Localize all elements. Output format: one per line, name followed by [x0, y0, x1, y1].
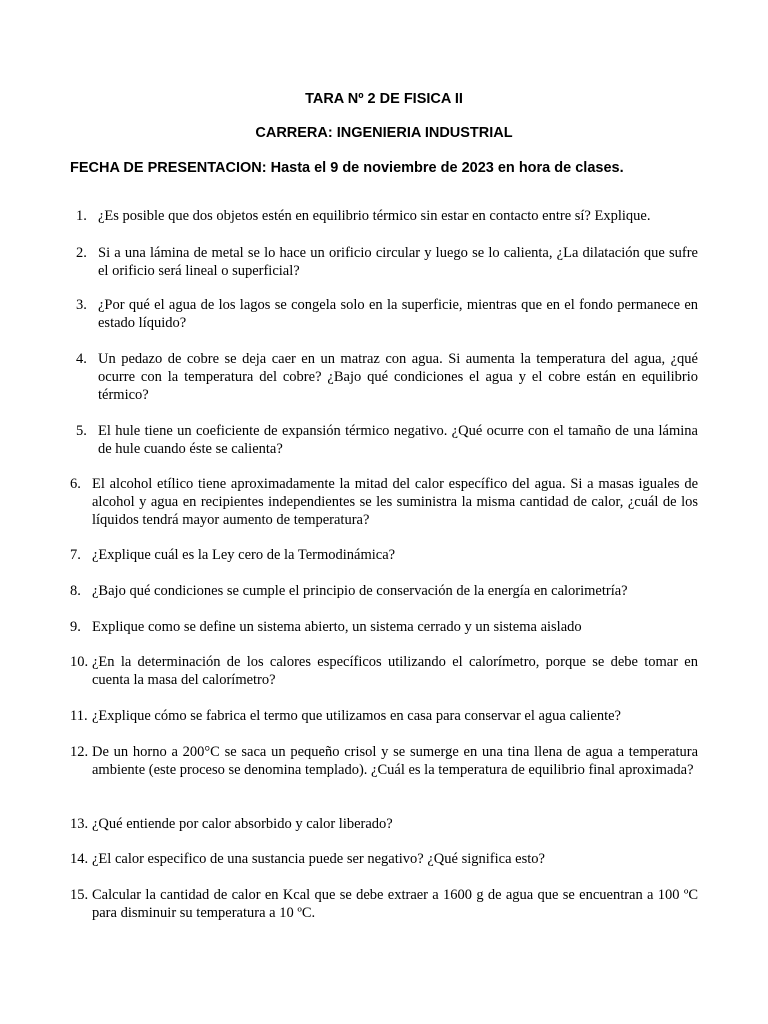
- question-number: 7.: [70, 547, 81, 563]
- question-item: [70, 886, 698, 922]
- question-number: 2.: [76, 245, 87, 261]
- question-item: [70, 475, 698, 529]
- question-text: Calcular la cantidad de calor en Kcal que se debe extraer a 1600 g de agua que se encuentran a 100 ºC para disminuir su temperatura a 10 ºC.: [92, 887, 698, 921]
- question-item: [70, 707, 698, 725]
- question-text: ¿Es posible que dos objetos estén en equilibrio térmico sin estar en contacto entre sí? Explique.: [98, 208, 651, 224]
- question-number: 9.: [70, 619, 81, 635]
- question-number: 11.: [70, 708, 88, 724]
- question-text: ¿Qué entiende por calor absorbido y calor liberado?: [92, 816, 393, 832]
- question-text: El alcohol etílico tiene aproximadamente la mitad del calor específico del agua. Si a masas iguales de alcohol y agua en recipientes independientes se les suministra la misma cantidad de calor, ¿cuál de los líquidos tendrá mayor aumento de temperatura?: [92, 476, 698, 528]
- question-item: [76, 350, 698, 404]
- question-number: 6.: [70, 476, 81, 492]
- question-number: 13.: [70, 816, 89, 832]
- question-item: [70, 743, 698, 779]
- page-title: TARA Nº 2 DE FISICA II: [305, 91, 463, 107]
- question-item: [76, 296, 698, 332]
- question-number: 4.: [76, 351, 87, 367]
- due-date-heading: FECHA DE PRESENTACION: Hasta el 9 de noviembre de 2023 en hora de clases.: [70, 160, 624, 176]
- question-item: [76, 422, 698, 458]
- question-text: ¿Explique cuál es la Ley cero de la Termodinámica?: [92, 547, 396, 563]
- question-text: ¿El calor especifico de una sustancia puede ser negativo? ¿Qué significa esto?: [92, 851, 545, 867]
- question-item: [76, 244, 698, 280]
- question-item: [76, 207, 698, 225]
- question-text: ¿Explique cómo se fabrica el termo que utilizamos en casa para conservar el agua caliente?: [92, 708, 621, 724]
- question-item: [70, 815, 698, 833]
- question-text: Explique como se define un sistema abierto, un sistema cerrado y un sistema aislado: [92, 619, 582, 635]
- question-text: ¿Por qué el agua de los lagos se congela solo en la superficie, mientras que en el fondo permanece en estado líquido?: [98, 297, 698, 331]
- question-number: 8.: [70, 583, 81, 599]
- question-item: [70, 582, 698, 600]
- question-item: [70, 653, 698, 689]
- question-item: [70, 546, 698, 564]
- question-item: [70, 850, 698, 868]
- question-text: De un horno a 200°C se saca un pequeño crisol y se sumerge en una tina llena de agua a temperatura ambiente (este proceso se denomina templado). ¿Cuál es la temperatura de equilibrio final aproximada?: [92, 744, 698, 778]
- question-text: El hule tiene un coeficiente de expansión térmico negativo. ¿Qué ocurre con el tamaño de una lámina de hule cuando éste se calienta?: [98, 423, 698, 457]
- question-text: ¿En la determinación de los calores específicos utilizando el calorímetro, porque se debe tomar en cuenta la masa del calorímetro?: [92, 654, 698, 688]
- question-text: Un pedazo de cobre se deja caer en un matraz con agua. Si aumenta la temperatura del agua, ¿qué ocurre con la temperatura del cobre? ¿Bajo qué condiciones el agua y el cobre están en equilibrio térmico?: [98, 351, 698, 403]
- question-number: 14.: [70, 851, 89, 867]
- question-number: 1.: [76, 208, 87, 224]
- question-number: 15.: [70, 887, 89, 903]
- question-number: 3.: [76, 297, 87, 313]
- question-item: [70, 618, 698, 636]
- question-text: ¿Bajo qué condiciones se cumple el principio de conservación de la energía en calorimetría?: [92, 583, 628, 599]
- question-number: 10.: [70, 654, 89, 670]
- question-number: 12.: [70, 744, 89, 760]
- career-heading: CARRERA: INGENIERIA INDUSTRIAL: [255, 125, 513, 141]
- question-text: Si a una lámina de metal se lo hace un orificio circular y luego se lo calienta, ¿La dilatación que sufre el orificio será lineal o superficial?: [98, 245, 698, 279]
- question-number: 5.: [76, 423, 87, 439]
